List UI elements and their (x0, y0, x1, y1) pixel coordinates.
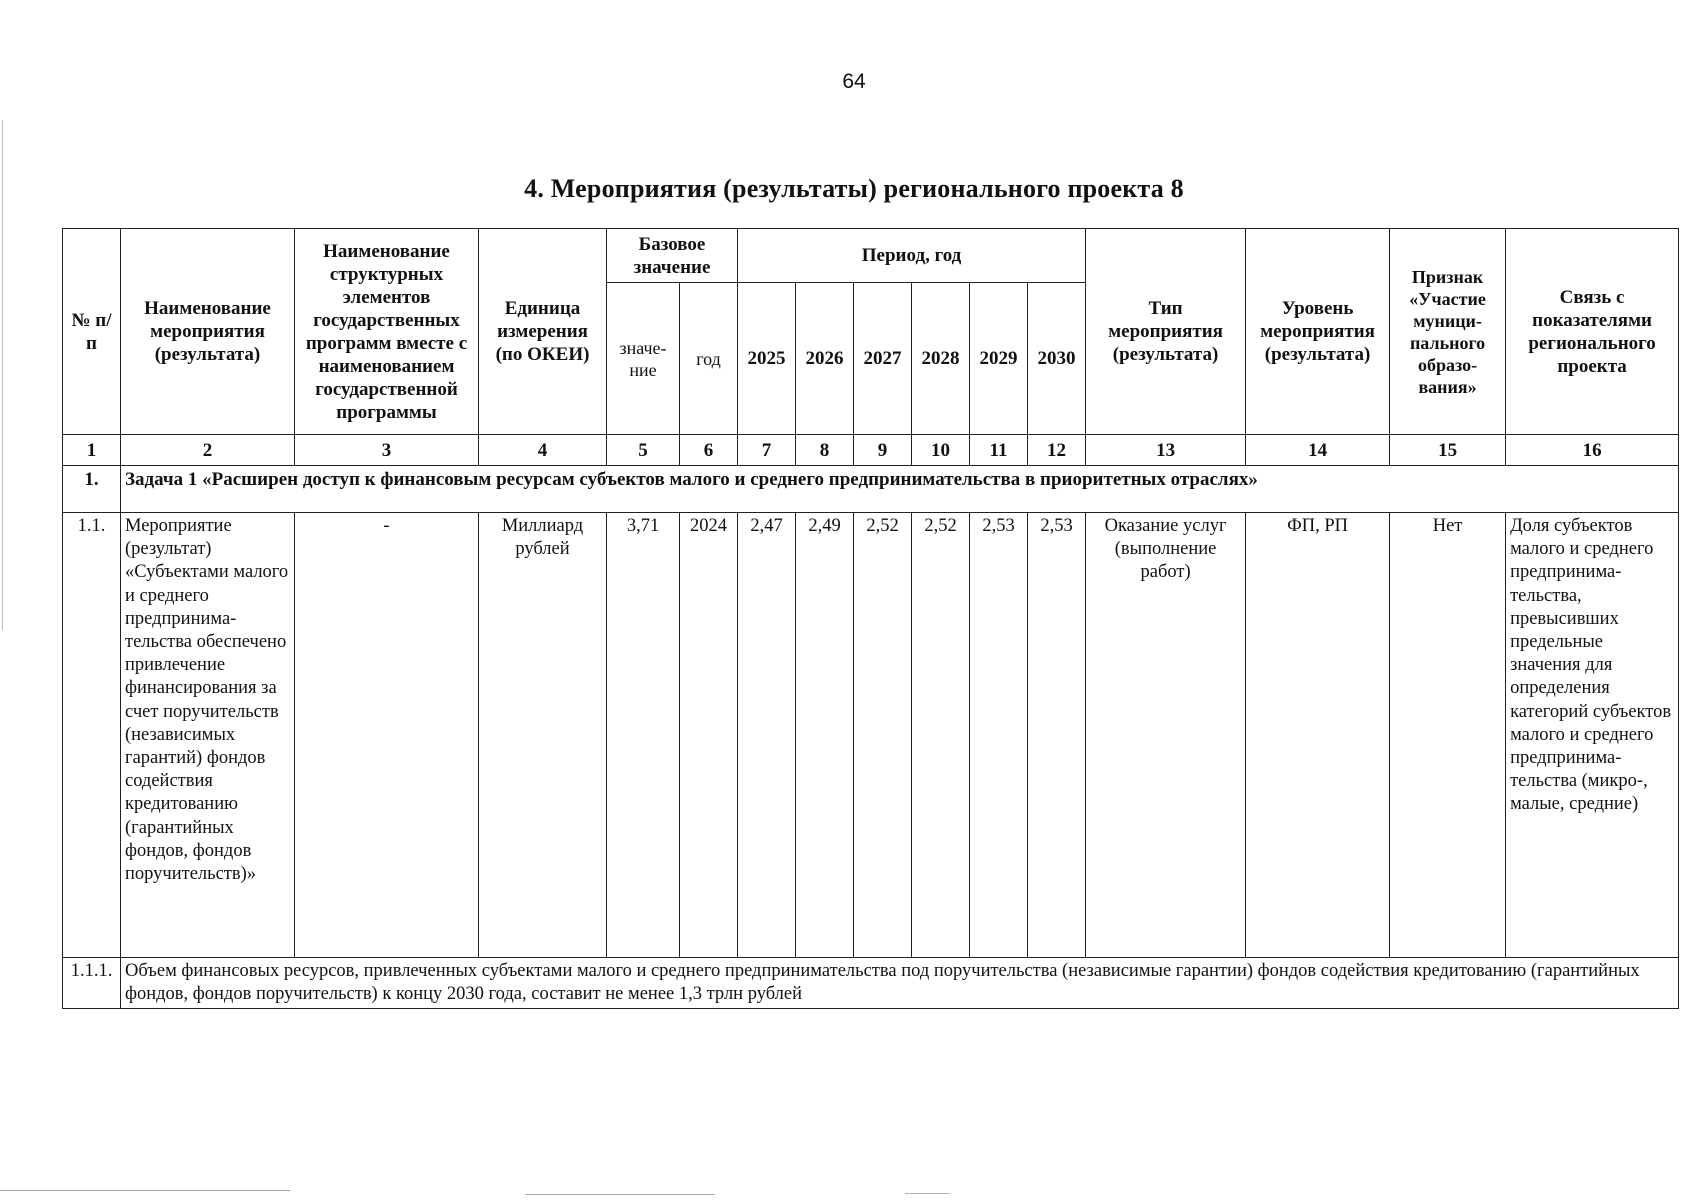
column-number: 11 (970, 435, 1028, 466)
column-number: 15 (1390, 435, 1506, 466)
activity-value-2030: 2,53 (1028, 513, 1086, 958)
activity-type: Оказание услуг (выполнение работ) (1086, 513, 1246, 958)
activities-table (62, 228, 1679, 1009)
column-number: 6 (680, 435, 738, 466)
section-title: 4. Мероприятия (результаты) регионального проекта 8 (524, 174, 1184, 203)
header-activity-name: Наименование мероприятия (результата) (121, 229, 295, 435)
column-number: 10 (912, 435, 970, 466)
column-number: 3 (295, 435, 479, 466)
column-number: 14 (1246, 435, 1390, 466)
header-base-year: год (680, 283, 738, 435)
header-unit: Единица измерения (по ОКЕИ) (479, 229, 607, 435)
page-number: 64 (842, 70, 866, 93)
activity-base-value: 3,71 (607, 513, 680, 958)
scan-edge-mark (2, 120, 3, 630)
header-municipal-participation: Признак «Участие муници-пального образо-вания» (1390, 229, 1506, 435)
column-number: 1 (63, 435, 121, 466)
activity-value-2026: 2,49 (796, 513, 854, 958)
column-numbers-row (63, 435, 1679, 466)
activity-indicators-link: Доля субъектов малого и среднего предпринима-тельства, превысивших предельные значения для определения категорий субъектов малого и среднего предпринима-тельства (микро-, малые, средние) (1506, 513, 1679, 958)
column-number: 13 (1086, 435, 1246, 466)
activity-value-2025: 2,47 (738, 513, 796, 958)
task-index: 1. (63, 466, 121, 513)
activity-index: 1.1. (63, 513, 121, 958)
header-year-2026: 2026 (796, 283, 854, 435)
activity-structural-elements: - (295, 513, 479, 958)
header-year-2030: 2030 (1028, 283, 1086, 435)
header-activity-level: Уровень мероприятия (результата) (1246, 229, 1390, 435)
activity-value-2027: 2,52 (854, 513, 912, 958)
header-year-2029: 2029 (970, 283, 1028, 435)
header-period-group: Период, год (738, 229, 1086, 283)
header-base-value-group: Базовое значение (607, 229, 738, 283)
column-number: 9 (854, 435, 912, 466)
column-number: 7 (738, 435, 796, 466)
scan-edge-mark (525, 1194, 715, 1195)
header-year-2028: 2028 (912, 283, 970, 435)
activity-municipal-participation: Нет (1390, 513, 1506, 958)
header-year-2025: 2025 (738, 283, 796, 435)
column-number: 4 (479, 435, 607, 466)
result-row (63, 958, 1679, 1009)
task-row (63, 466, 1679, 513)
activity-value-2028: 2,52 (912, 513, 970, 958)
column-number: 5 (607, 435, 680, 466)
column-number: 16 (1506, 435, 1679, 466)
header-number: № п/п (63, 229, 121, 435)
activity-name: Мероприятие (результат) «Субъектами малого и среднего предпринима-тельства обеспечено привлечение финансирования за счет поручительств (независимых гарантий) фондов содействия кредитованию (гарантийных фондов, фондов поручительств)» (121, 513, 295, 958)
activity-row (63, 513, 1679, 958)
activity-base-year: 2024 (680, 513, 738, 958)
activity-unit: Миллиард рублей (479, 513, 607, 958)
header-base-value: значе-ние (607, 283, 680, 435)
scan-edge-mark (905, 1193, 950, 1194)
scan-edge-mark (0, 1190, 290, 1191)
result-text: Объем финансовых ресурсов, привлеченных субъектами малого и среднего предпринимательства под поручительства (независимые гарантии) фондов содействия кредитованию (гарантийных фондов, фондов поручительств) к концу 2030 года, составит не менее 1,3 трлн рублей (121, 958, 1679, 1009)
header-structural-elements: Наименование структурных элементов государственных программ вместе с наименованием государственной программы (295, 229, 479, 435)
activity-value-2029: 2,53 (970, 513, 1028, 958)
column-number: 2 (121, 435, 295, 466)
result-index: 1.1.1. (63, 958, 121, 1009)
task-text: Задача 1 «Расширен доступ к финансовым ресурсам субъектов малого и среднего предпринимательства в приоритетных отраслях» (121, 466, 1679, 513)
header-indicators-link: Связь с показателями регионального проекта (1506, 229, 1679, 435)
header-year-2027: 2027 (854, 283, 912, 435)
activity-level: ФП, РП (1246, 513, 1390, 958)
column-number: 8 (796, 435, 854, 466)
column-number: 12 (1028, 435, 1086, 466)
header-activity-type: Тип мероприятия (результата) (1086, 229, 1246, 435)
